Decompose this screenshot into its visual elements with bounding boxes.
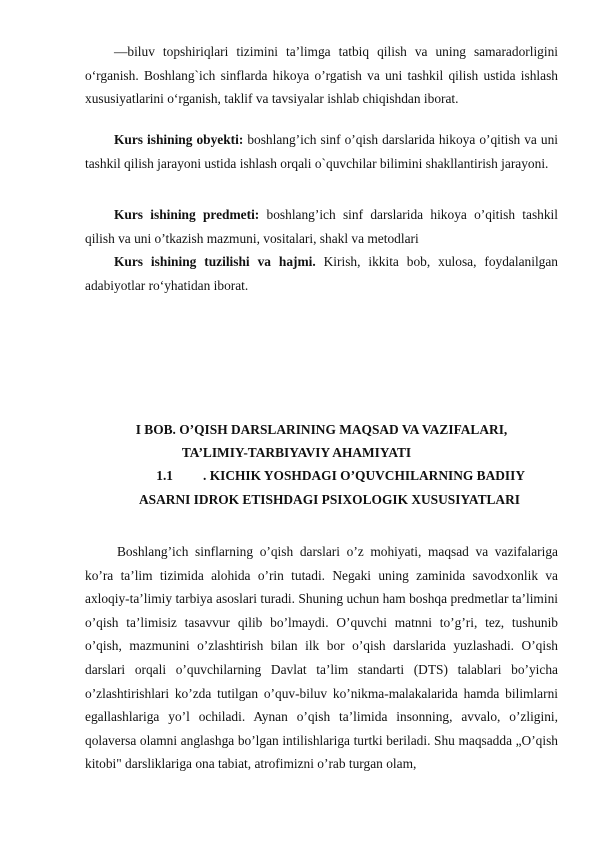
intro-paragraph-subject <box>85 203 558 250</box>
intro-paragraph-object <box>85 128 558 175</box>
section-number: 1.1 <box>156 468 173 483</box>
structure-label: Kurs ishining tuzilishi va hajmi. <box>114 254 316 269</box>
chapter-title-line-2: TA’LIMIY-TARBIYAVIY AHAMIYATI <box>181 445 412 460</box>
object-text: boshlang’ich sinf o’qish darslarida hikoya o’qitish va uni tashkil qilish jarayoni ustida ishlash orqali o`quvchilar bilimini shakllantirish jarayoni. <box>85 132 558 171</box>
structure-text: Kirish, ikkita bob, xulosa, foydalanilgan adabiyotlar ro‘yhatidan iborat. <box>85 254 558 293</box>
intro-paragraph-1: —biluv topshiriqlari tizimini ta’limga tatbiq qilish va uning samaradorligini o‘rganish. Boshlang`ich sinflarda hikoya o’rgatish va uni tashkil qilish ustida ishlash xususiyatlarini o‘rganish, taklif va tavsiyalar ishlab chiqishdan iborat. <box>85 44 558 107</box>
subject-label: Kurs ishining predmeti: <box>114 207 260 222</box>
object-label: Kurs ishining obyekti: <box>114 132 244 147</box>
subject-text: boshlang’ich sinf darslarida hikoya o’qitish tashkil qilish va uni o’tkazish mazmuni, vositalari, shakl va metodlari <box>85 207 558 246</box>
chapter-title-line-1: I BOB. O’QISH DARSLARINING MAQSAD VA VAZIFALARI, <box>135 422 508 437</box>
section-title-part-1: . KICHIK YOSHDAGI O’QUVCHILARNING BADIIY <box>203 468 526 483</box>
section-heading-line-2: ASARNI IDROK ETISHDAGI PSIXOLOGIK XUSUSIYATLARI <box>139 492 520 507</box>
intro-paragraph-structure <box>85 250 558 297</box>
body-paragraph-1: Boshlang’ich sinflarning o’qish darslari o’z mohiyati, maqsad va vazifalariga ko’ra ta’lim tizimida alohida o’rin tutadi. Negaki uning zaminida savodxonlik va axloqiy-ta’limiy tarbiya asoslari turadi. Shuning uchun ham boshqa predmetlar ta’limini o’qish ta’limisiz tasavvur qilib bo’lmaydi. O’quvchi matnni to’g’ri, tez, tushunib o’qish, mazmunini o’zlashtirish bilan ilk bor o’qish darslarida yuzlashadi. O’qish darslari orqali o’quvchilarning Davlat ta’lim standarti (DTS) talablari bo’yicha o’zlashtirishlari ko’zda tutilgan o’quv-biluv ko’nikma-malakalarida hamda bilimlarni egallashlariga yo’l ochiladi. Aynan o’qish ta’limida insonning, avvalo, o’zligini, qolaversa olamni anglashga bo’lgan intilishlariga turtki beriladi. Shu maqsadda „O’qish kitobi" darsliklariga ona tabiat, atrofimizni o’rab turgan olam, <box>85 544 558 772</box>
section-heading-line-1 <box>85 464 558 488</box>
